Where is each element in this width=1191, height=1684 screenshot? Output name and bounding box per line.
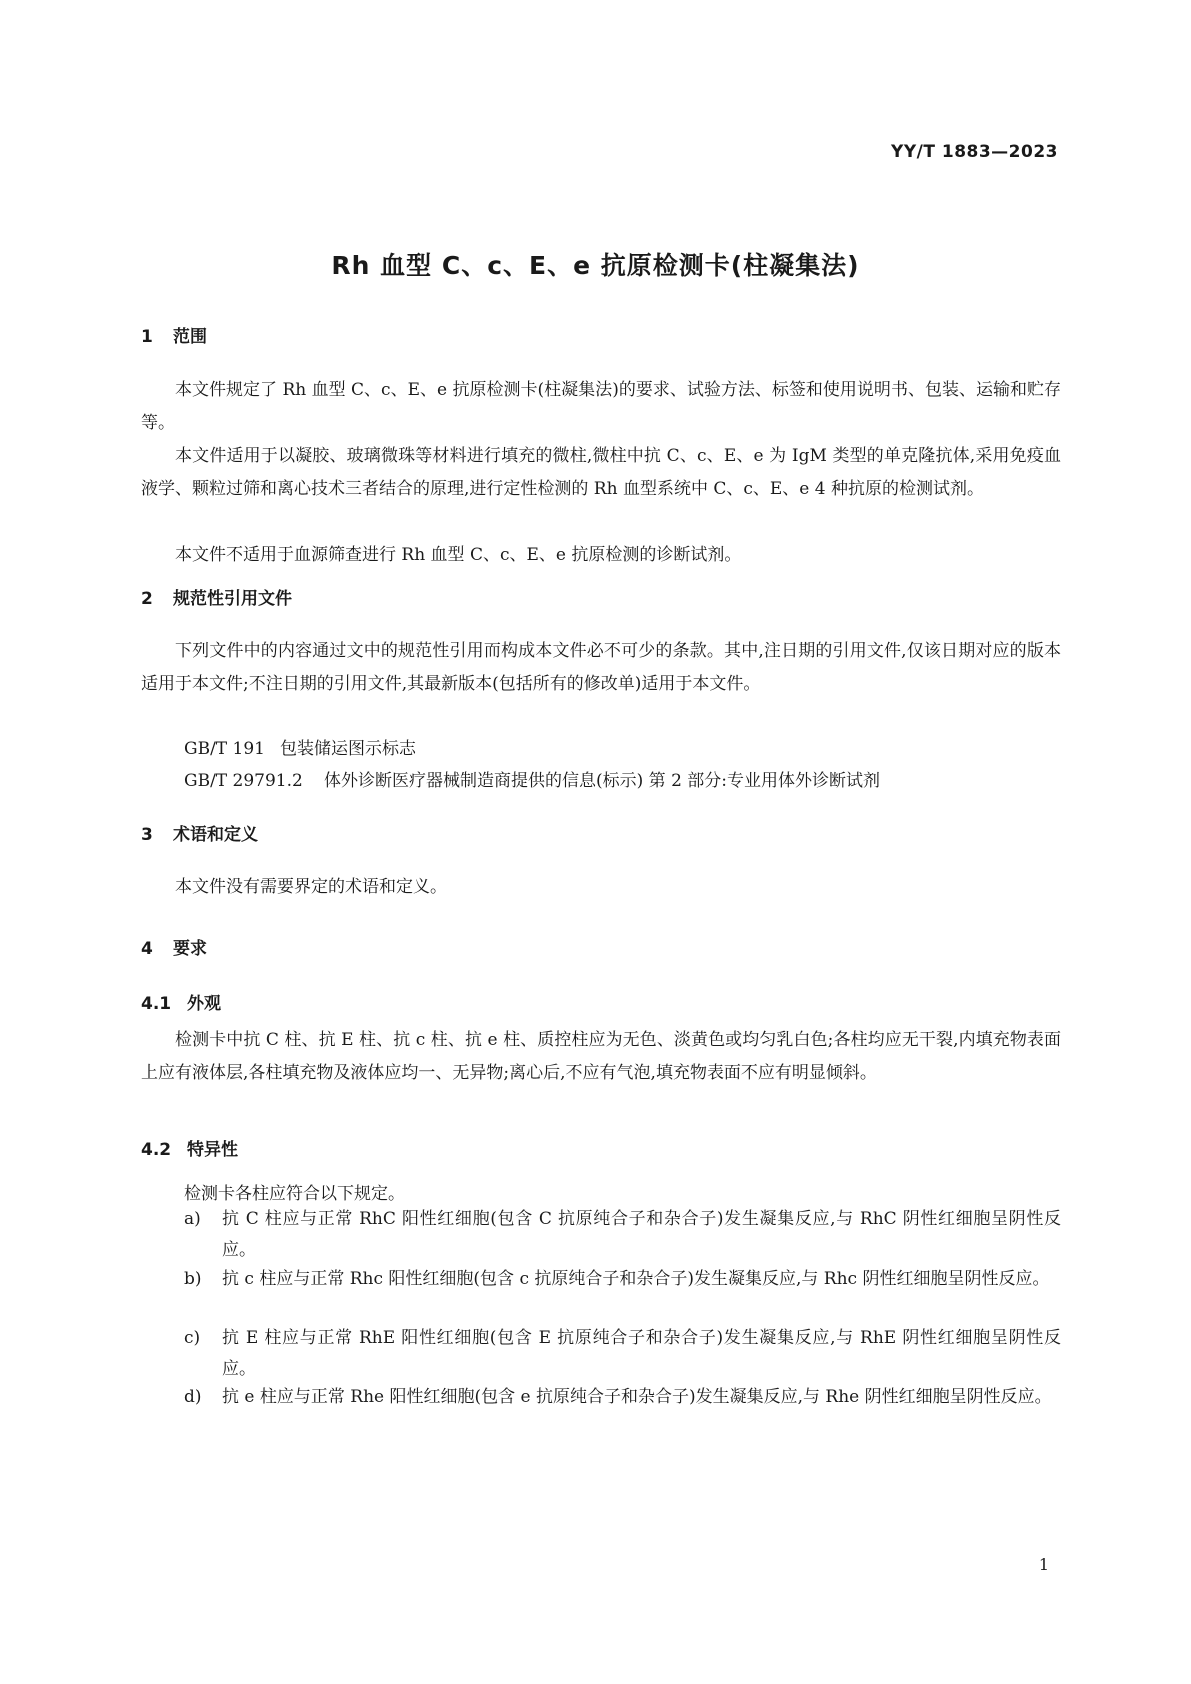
normative-references-paragraph: 下列文件中的内容通过文中的规范性引用而构成本文件必不可少的条款。其中,注日期的引用文件,仅该日期对应的版本适用于本文件;不注日期的引用文件,其最新版本(包括所有的修改单)适用于本文件。	[141, 641, 1061, 694]
section-4-1-heading	[141, 989, 221, 1014]
section-number: 4.2	[141, 1140, 172, 1160]
section-number: 4	[141, 939, 153, 959]
specificity-intro: 检测卡各柱应符合以下规定。	[184, 1184, 405, 1204]
section-1-heading	[141, 322, 207, 347]
section-number: 1	[141, 327, 153, 347]
section-3-heading	[141, 820, 258, 845]
list-item-text: 抗 e 柱应与正常 Rhe 阳性红细胞(包含 e 抗原纯合子和杂合子)发生凝集反应,与 Rhe 阴性红细胞呈阴性反应。	[222, 1387, 1052, 1407]
list-marker: c)	[184, 1328, 201, 1348]
section-title: 术语和定义	[173, 825, 258, 845]
terms-paragraph: 本文件没有需要界定的术语和定义。	[175, 877, 447, 897]
scope-paragraph-3: 本文件不适用于血源筛查进行 Rh 血型 C、c、E、e 抗原检测的诊断试剂。	[175, 545, 742, 565]
list-marker: a)	[184, 1209, 201, 1229]
page-number: 1	[1038, 1555, 1049, 1574]
standard-number: YY/T 1883—2023	[891, 142, 1058, 162]
section-number: 2	[141, 589, 153, 609]
scope-paragraph-2: 本文件适用于以凝胶、玻璃微珠等材料进行填充的微柱,微柱中抗 C、c、E、e 为 IgM 类型的单克隆抗体,采用免疫血液学、颗粒过筛和离心技术三者结合的原理,进行定性检测的 Rh 血型系统中 C、c、E、e 4 种抗原的检测试剂。	[141, 446, 1061, 499]
reference-title: 包装储运图示标志	[280, 739, 416, 759]
scope-paragraph-1: 本文件规定了 Rh 血型 C、c、E、e 抗原检测卡(柱凝集法)的要求、试验方法、标签和使用说明书、包装、运输和贮存等。	[141, 380, 1061, 433]
section-title: 特异性	[187, 1140, 238, 1160]
appearance-paragraph: 检测卡中抗 C 柱、抗 E 柱、抗 c 柱、抗 e 柱、质控柱应为无色、淡黄色或均匀乳白色;各柱均应无干裂,内填充物表面上应有液体层,各柱填充物及液体应均一、无异物;离心后,不应有气泡,填充物表面不应有明显倾斜。	[141, 1030, 1061, 1083]
reference-entry	[184, 734, 416, 759]
reference-code: GB/T 191	[184, 739, 265, 759]
document-title: Rh 血型 C、c、E、e 抗原检测卡(柱凝集法)	[331, 251, 860, 280]
list-item-text: 抗 c 柱应与正常 Rhc 阳性红细胞(包含 c 抗原纯合子和杂合子)发生凝集反应,与 Rhc 阴性红细胞呈阴性反应。	[222, 1269, 1050, 1289]
section-title: 要求	[173, 939, 207, 959]
list-item-text: 抗 C 柱应与正常 RhC 阳性红细胞(包含 C 抗原纯合子和杂合子)发生凝集反应,与 RhC 阴性红细胞呈阴性反应。	[222, 1209, 1061, 1260]
list-marker: b)	[184, 1269, 202, 1289]
list-item-text: 抗 E 柱应与正常 RhE 阳性红细胞(包含 E 抗原纯合子和杂合子)发生凝集反应,与 RhE 阴性红细胞呈阴性反应。	[222, 1328, 1061, 1379]
list-item	[184, 1382, 1061, 1413]
section-4-heading	[141, 934, 207, 959]
section-number: 3	[141, 825, 153, 845]
list-item	[184, 1204, 1061, 1266]
list-item	[184, 1264, 1061, 1295]
reference-code: GB/T 29791.2	[184, 771, 303, 791]
list-item	[184, 1323, 1061, 1385]
section-title: 外观	[187, 994, 221, 1014]
reference-title: 体外诊断医疗器械制造商提供的信息(标示) 第 2 部分:专业用体外诊断试剂	[324, 771, 881, 791]
list-marker: d)	[184, 1387, 202, 1407]
section-title: 范围	[173, 327, 207, 347]
reference-entry	[184, 766, 880, 791]
section-title: 规范性引用文件	[173, 589, 292, 609]
section-4-2-heading	[141, 1135, 238, 1160]
section-number: 4.1	[141, 994, 172, 1014]
section-2-heading	[141, 584, 292, 609]
